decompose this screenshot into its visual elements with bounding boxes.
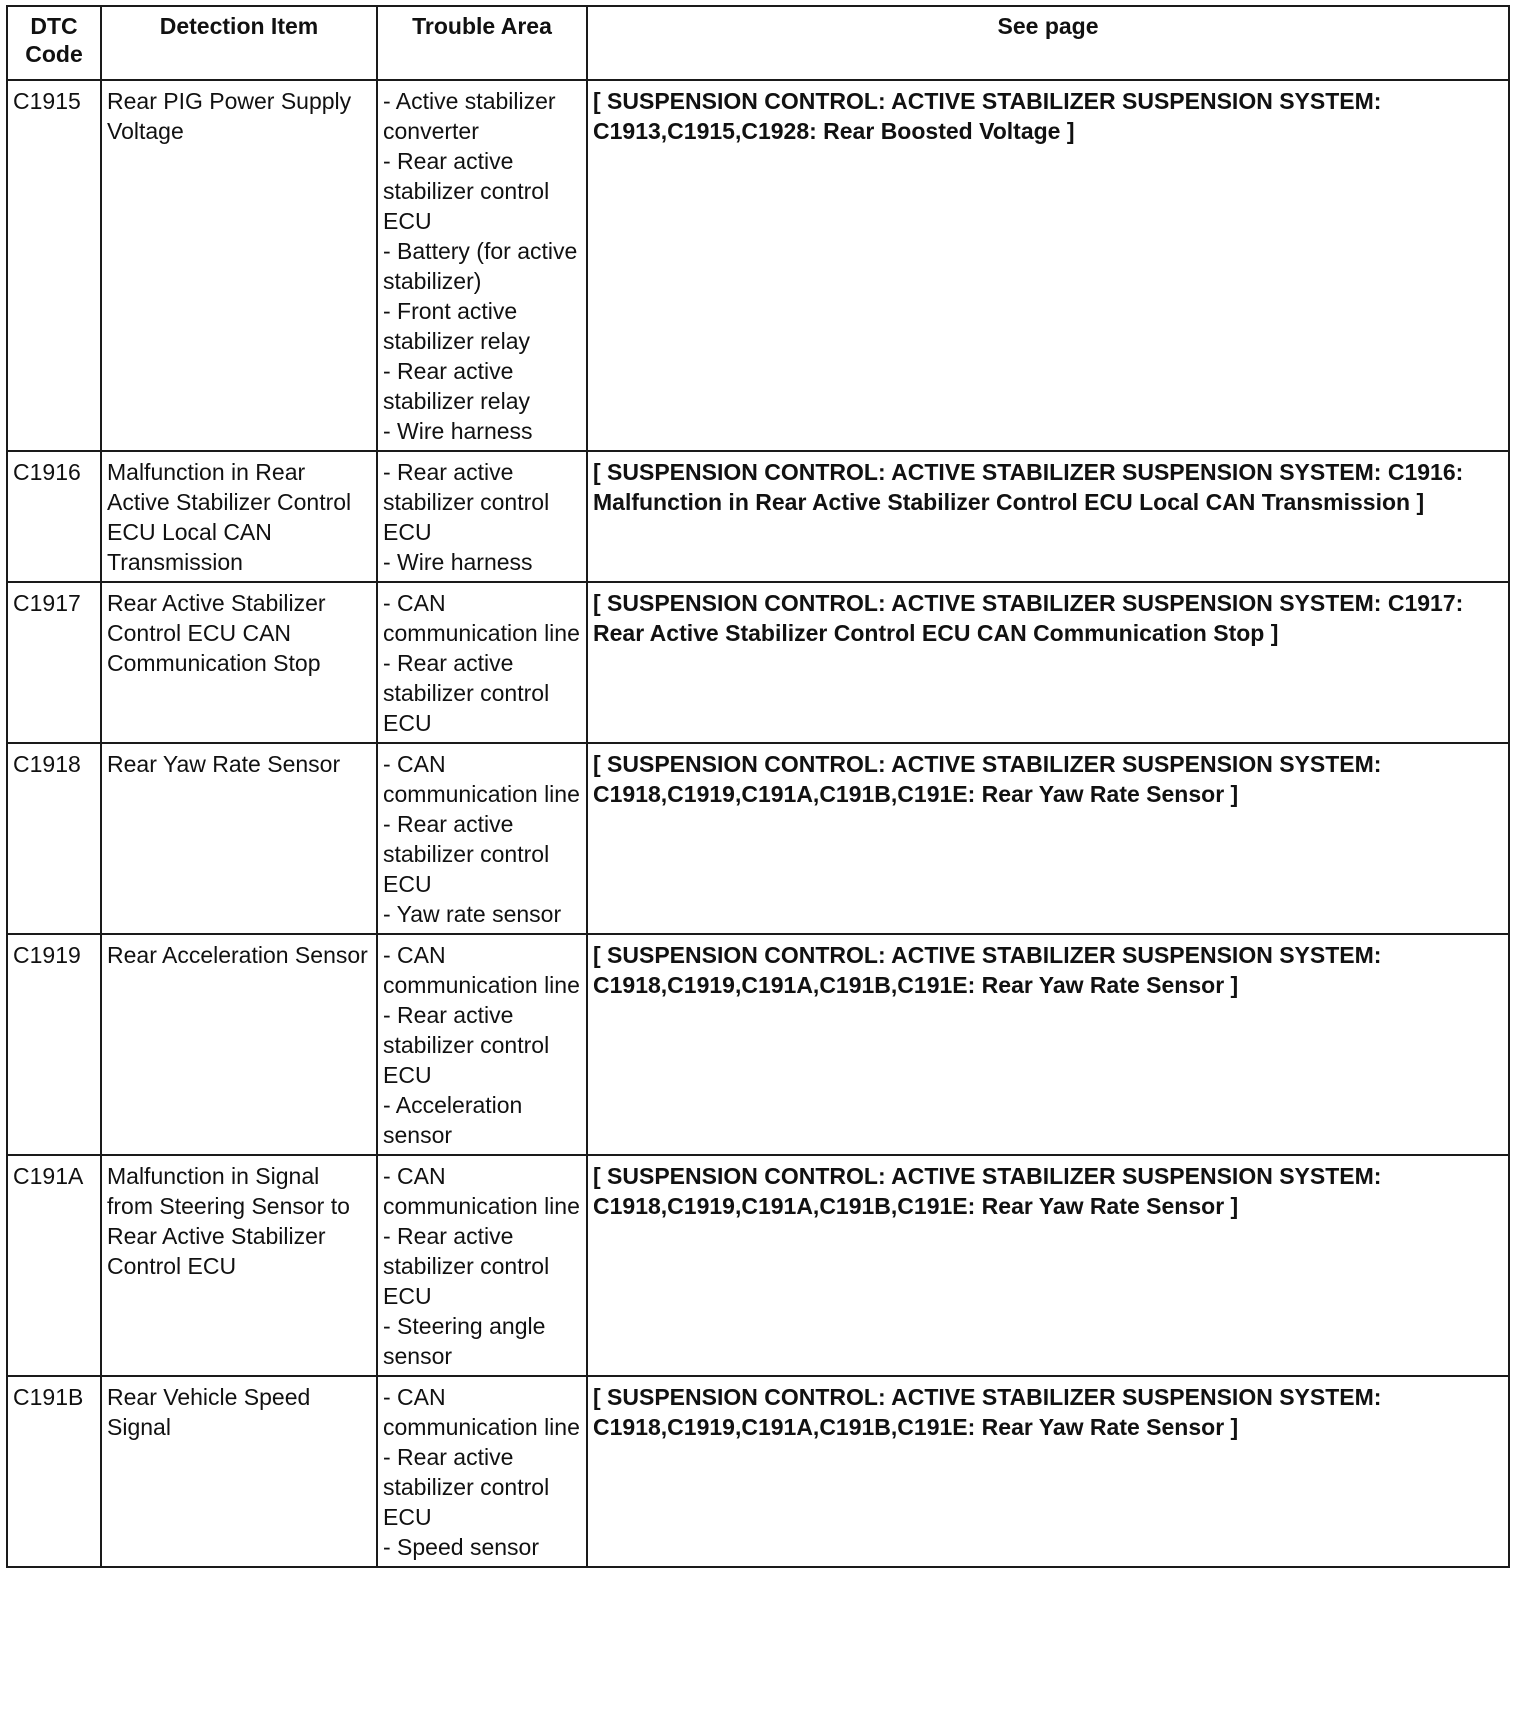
dtc-code-cell: C1919 [7, 934, 101, 1155]
detection-item-cell: Rear Yaw Rate Sensor [101, 743, 377, 934]
detection-item-cell: Malfunction in Rear Active Stabilizer Control ECU Local CAN Transmission [101, 451, 377, 582]
dtc-code-cell: C191B [7, 1376, 101, 1567]
table-row [7, 934, 1509, 1155]
trouble-area-cell [377, 80, 587, 451]
trouble-area-item: - Rear active stabilizer control ECU [383, 811, 550, 897]
detection-item-cell: Rear Vehicle Speed Signal [101, 1376, 377, 1567]
trouble-area-item: - Rear active stabilizer relay [383, 358, 530, 414]
table-row [7, 80, 1509, 451]
see-page-link[interactable]: [ SUSPENSION CONTROL: ACTIVE STABILIZER SUSPENSION SYSTEM: C1916: Malfunction in Rear Active Stabilizer Control ECU Local CAN Transmission ] [587, 451, 1509, 582]
detection-item-cell: Rear Acceleration Sensor [101, 934, 377, 1155]
see-page-link[interactable]: [ SUSPENSION CONTROL: ACTIVE STABILIZER SUSPENSION SYSTEM: C1918,C1919,C191A,C191B,C191E: Rear Yaw Rate Sensor ] [587, 934, 1509, 1155]
dtc-code-cell: C1918 [7, 743, 101, 934]
trouble-area-item: - CAN communication line [383, 751, 580, 807]
dtc-code-cell: C191A [7, 1155, 101, 1376]
trouble-area-item: - CAN communication line [383, 1384, 580, 1440]
trouble-area-cell [377, 582, 587, 743]
table-row [7, 1376, 1509, 1567]
trouble-area-item: - Wire harness [383, 549, 533, 575]
dtc-code-cell: C1916 [7, 451, 101, 582]
table-row [7, 743, 1509, 934]
trouble-area-item: - Yaw rate sensor [383, 901, 562, 927]
dtc-code-cell: C1915 [7, 80, 101, 451]
trouble-area-item: - Steering angle sensor [383, 1313, 546, 1369]
see-page-link[interactable]: [ SUSPENSION CONTROL: ACTIVE STABILIZER SUSPENSION SYSTEM: C1917: Rear Active Stabilizer Control ECU CAN Communication Stop ] [587, 582, 1509, 743]
trouble-area-item: - CAN communication line [383, 1163, 580, 1219]
see-page-link[interactable]: [ SUSPENSION CONTROL: ACTIVE STABILIZER SUSPENSION SYSTEM: C1913,C1915,C1928: Rear Boosted Voltage ] [587, 80, 1509, 451]
trouble-area-cell [377, 451, 587, 582]
dtc-table [6, 5, 1510, 1568]
trouble-area-item: - Active stabilizer converter [383, 88, 556, 144]
trouble-area-cell [377, 743, 587, 934]
trouble-area-cell [377, 934, 587, 1155]
trouble-area-item: - Battery (for active stabilizer) [383, 238, 578, 294]
trouble-area-item: - CAN communication line [383, 590, 580, 646]
detection-item-cell: Malfunction in Signal from Steering Sensor to Rear Active Stabilizer Control ECU [101, 1155, 377, 1376]
see-page-link[interactable]: [ SUSPENSION CONTROL: ACTIVE STABILIZER SUSPENSION SYSTEM: C1918,C1919,C191A,C191B,C191E: Rear Yaw Rate Sensor ] [587, 743, 1509, 934]
table-body [7, 80, 1509, 1567]
trouble-area-item: - Rear active stabilizer control ECU [383, 1444, 550, 1530]
trouble-area-item: - Wire harness [383, 418, 533, 444]
trouble-area-cell [377, 1376, 587, 1567]
table-row [7, 582, 1509, 743]
trouble-area-item: - Rear active stabilizer control ECU [383, 1002, 550, 1088]
trouble-area-item: - Rear active stabilizer control ECU [383, 1223, 550, 1309]
header-detection-item: Detection Item [101, 6, 377, 80]
detection-item-cell: Rear Active Stabilizer Control ECU CAN Communication Stop [101, 582, 377, 743]
trouble-area-item: - Rear active stabilizer control ECU [383, 459, 550, 545]
table-row [7, 451, 1509, 582]
trouble-area-item: - Acceleration sensor [383, 1092, 523, 1148]
header-dtc-code: DTC Code [7, 6, 101, 80]
detection-item-cell: Rear PIG Power Supply Voltage [101, 80, 377, 451]
trouble-area-cell [377, 1155, 587, 1376]
trouble-area-item: - Speed sensor [383, 1534, 539, 1560]
see-page-link[interactable]: [ SUSPENSION CONTROL: ACTIVE STABILIZER SUSPENSION SYSTEM: C1918,C1919,C191A,C191B,C191E: Rear Yaw Rate Sensor ] [587, 1376, 1509, 1567]
see-page-link[interactable]: [ SUSPENSION CONTROL: ACTIVE STABILIZER SUSPENSION SYSTEM: C1918,C1919,C191A,C191B,C191E: Rear Yaw Rate Sensor ] [587, 1155, 1509, 1376]
trouble-area-item: - Rear active stabilizer control ECU [383, 148, 550, 234]
dtc-code-cell: C1917 [7, 582, 101, 743]
trouble-area-item: - Rear active stabilizer control ECU [383, 650, 550, 736]
trouble-area-item: - CAN communication line [383, 942, 580, 998]
header-trouble-area: Trouble Area [377, 6, 587, 80]
header-see-page: See page [587, 6, 1509, 80]
header-row [7, 6, 1509, 80]
table-row [7, 1155, 1509, 1376]
trouble-area-item: - Front active stabilizer relay [383, 298, 530, 354]
